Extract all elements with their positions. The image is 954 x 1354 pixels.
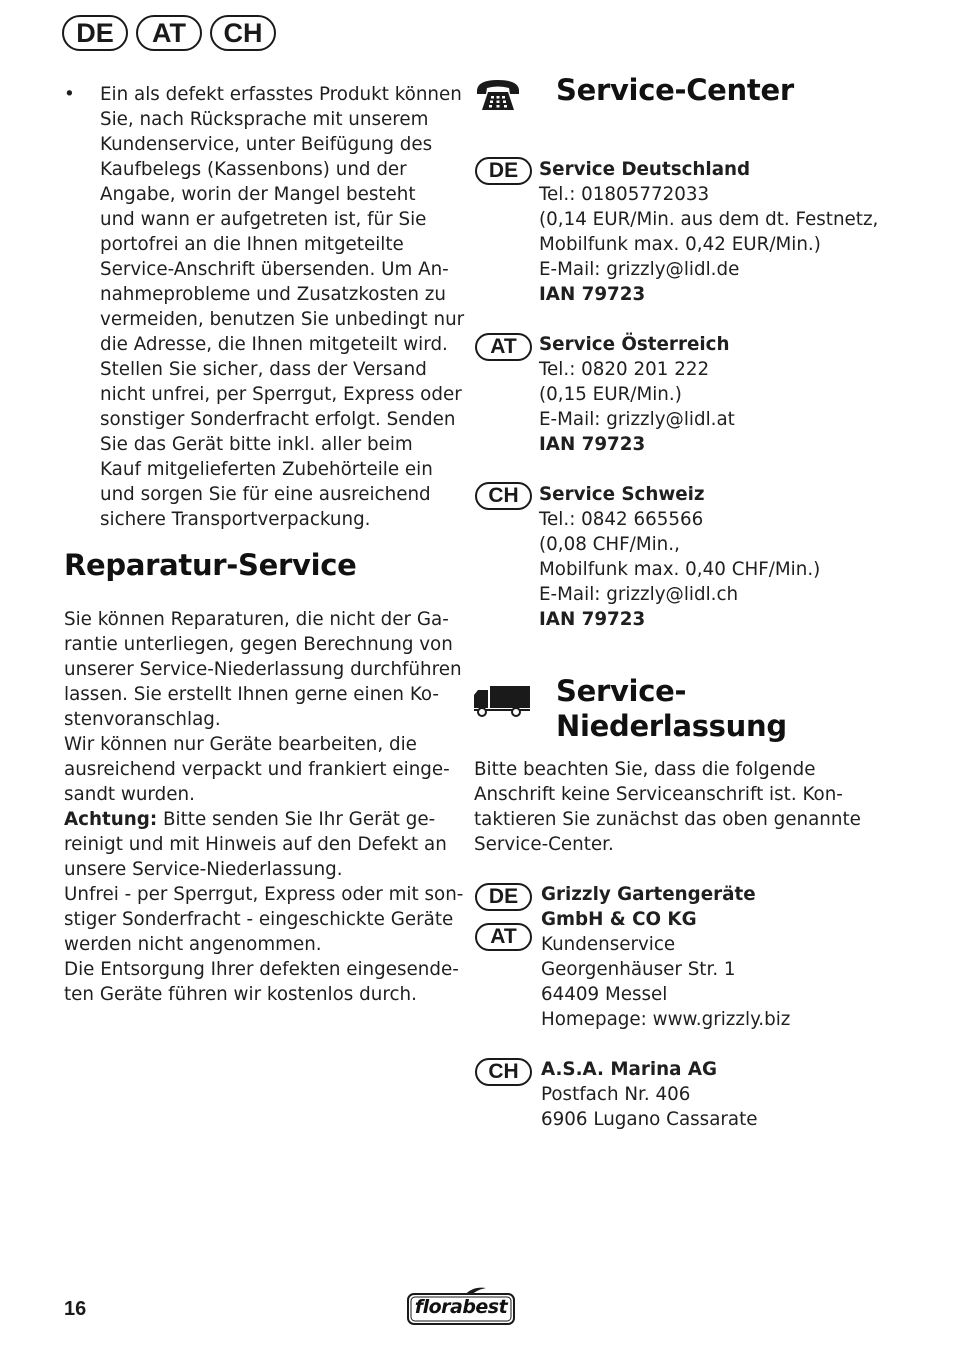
service-email: E-Mail: grizzly@lidl.ch — [539, 584, 739, 605]
service-ian: IAN 79723 — [539, 284, 646, 305]
text-line: nicht unfrei, per Sperrgut, Express oder — [100, 384, 462, 405]
text-line: Ein als defekt erfasstes Produkt können — [100, 84, 462, 105]
service-line: Mobilfunk max. 0,40 CHF/Min.) — [539, 559, 821, 580]
company-name: GmbH & CO KG — [541, 909, 697, 930]
text-line: Sie können Reparaturen, die nicht der Ga- — [64, 609, 449, 630]
address-line: 6906 Lugano Cassarate — [541, 1109, 758, 1130]
branch-title-line: Niederlassung — [556, 709, 787, 743]
text-line: und wann er aufgetreten ist, für Sie — [100, 209, 427, 230]
text-line: unsere Service-Niederlassung. — [64, 859, 343, 880]
service-line: Tel.: 01805772033 — [539, 184, 710, 205]
repair-title: Reparatur-Service — [64, 548, 357, 582]
repair-body — [64, 607, 464, 1007]
truck-icon — [472, 684, 532, 718]
country-badge-ch: CH — [475, 482, 532, 510]
text-line: ten Geräte führen wir kostenlos durch. — [64, 984, 417, 1005]
country-badge-at: AT — [475, 923, 532, 951]
text-line: Wir können nur Geräte bearbeiten, die — [64, 734, 417, 755]
service-email: E-Mail: grizzly@lidl.de — [539, 259, 740, 280]
text-line: Kundenservice, unter Beifügung des — [100, 134, 433, 155]
country-badge-at: AT — [475, 333, 532, 361]
branch-title-line: Service- — [556, 674, 687, 708]
service-entry-at — [539, 332, 919, 457]
country-badge-ch: CH — [210, 15, 276, 51]
phone-icon — [474, 76, 522, 114]
bullet-text — [100, 82, 465, 532]
text-line: ausreichend verpackt und frankiert einge- — [64, 759, 450, 780]
text-line: Kaufbelegs (Kassenbons) und der — [100, 159, 407, 180]
country-badge-de: DE — [475, 157, 532, 185]
service-ian: IAN 79723 — [539, 434, 646, 455]
repair-heading-wrap — [64, 548, 454, 582]
bullet-symbol: • — [64, 84, 75, 105]
country-badge-at: AT — [136, 15, 202, 51]
service-line: Mobilfunk max. 0,42 EUR/Min.) — [539, 234, 821, 255]
homepage-line: Homepage: www.grizzly.biz — [541, 1009, 791, 1030]
attention-text: Bitte senden Sie Ihr Gerät ge- — [157, 809, 436, 830]
company-name: Grizzly Gartengeräte — [541, 884, 756, 905]
text-line: und sorgen Sie für eine ausreichend — [100, 484, 431, 505]
service-line: (0,08 CHF/Min., — [539, 534, 680, 555]
text-line: Unfrei - per Sperrgut, Express oder mit son- — [64, 884, 464, 905]
address-ch — [541, 1057, 921, 1132]
text-line: Angabe, worin der Mangel besteht — [100, 184, 416, 205]
attention-label: Achtung: — [64, 809, 158, 830]
branch-heading-wrap — [556, 674, 787, 744]
text-line: unserer Service-Niederlassung durchführen — [64, 659, 462, 680]
service-center-heading-wrap — [556, 73, 794, 107]
text-line: lassen. Sie erstellt Ihnen gerne einen Ko- — [64, 684, 440, 705]
service-line: (0,15 EUR/Min.) — [539, 384, 682, 405]
text-line: Service-Center. — [474, 834, 614, 855]
text-line: die Adresse, die Ihnen mitgeteilt wird. — [100, 334, 448, 355]
country-badges — [62, 15, 276, 51]
service-name: Service Österreich — [539, 334, 730, 355]
text-line: werden nicht angenommen. — [64, 934, 322, 955]
service-name: Service Deutschland — [539, 159, 751, 180]
text-line: Kauf mitgelieferten Zubehörteile ein — [100, 459, 433, 480]
country-badge-de: DE — [475, 883, 532, 911]
florabest-logo — [406, 1286, 516, 1326]
text-line: stiger Sonderfracht - eingeschickte Geräte — [64, 909, 454, 930]
address-de-at — [541, 882, 921, 1032]
text-line: Anschrift keine Serviceanschrift ist. Kon- — [474, 784, 843, 805]
address-line: Postfach Nr. 406 — [541, 1084, 691, 1105]
text-line: sonstiger Sonderfracht erfolgt. Senden — [100, 409, 456, 430]
service-center-title: Service-Center — [556, 73, 794, 107]
address-line: 64409 Messel — [541, 984, 668, 1005]
branch-intro — [474, 757, 914, 857]
text-line: vermeiden, benutzen Sie unbedingt nur — [100, 309, 465, 330]
text-line: rantie unterliegen, gegen Berechnung von — [64, 634, 453, 655]
text-line: Bitte beachten Sie, dass die folgende — [474, 759, 816, 780]
service-entry-ch — [539, 482, 919, 632]
country-badge-ch: CH — [475, 1058, 532, 1086]
text-line: taktieren Sie zunächst das oben genannte — [474, 809, 861, 830]
service-email: E-Mail: grizzly@lidl.at — [539, 409, 735, 430]
text-line: nahmeprobleme und Zusatzkosten zu — [100, 284, 446, 305]
logo-text: florabest — [414, 1296, 508, 1318]
service-ian: IAN 79723 — [539, 609, 646, 630]
branch-title — [556, 674, 787, 744]
text-line: portofrei an die Ihnen mitgeteilte — [100, 234, 404, 255]
text-line: Stellen Sie sicher, dass der Versand — [100, 359, 427, 380]
service-line: (0,14 EUR/Min. aus dem dt. Festnetz, — [539, 209, 879, 230]
service-line: Tel.: 0820 201 222 — [539, 359, 710, 380]
text-line: reinigt und mit Hinweis auf den Defekt an — [64, 834, 447, 855]
service-line: Tel.: 0842 665566 — [539, 509, 704, 530]
text-line: stenvoranschlag. — [64, 709, 221, 730]
company-name: A.S.A. Marina AG — [541, 1059, 718, 1080]
text-line: sichere Transportverpackung. — [100, 509, 371, 530]
service-name: Service Schweiz — [539, 484, 705, 505]
address-line: Kundenservice — [541, 934, 676, 955]
address-line: Georgenhäuser Str. 1 — [541, 959, 736, 980]
text-line: Sie das Gerät bitte inkl. aller beim — [100, 434, 413, 455]
text-line: Sie, nach Rücksprache mit unserem — [100, 109, 429, 130]
text-line: Service-Anschrift übersenden. Um An- — [100, 259, 449, 280]
attention-line — [64, 807, 454, 832]
text-line: Die Entsorgung Ihrer defekten eingesende- — [64, 959, 459, 980]
page-number: 16 — [64, 1298, 87, 1320]
service-entry-de — [539, 157, 919, 307]
country-badge-de: DE — [62, 15, 128, 51]
text-line: sandt wurden. — [64, 784, 195, 805]
